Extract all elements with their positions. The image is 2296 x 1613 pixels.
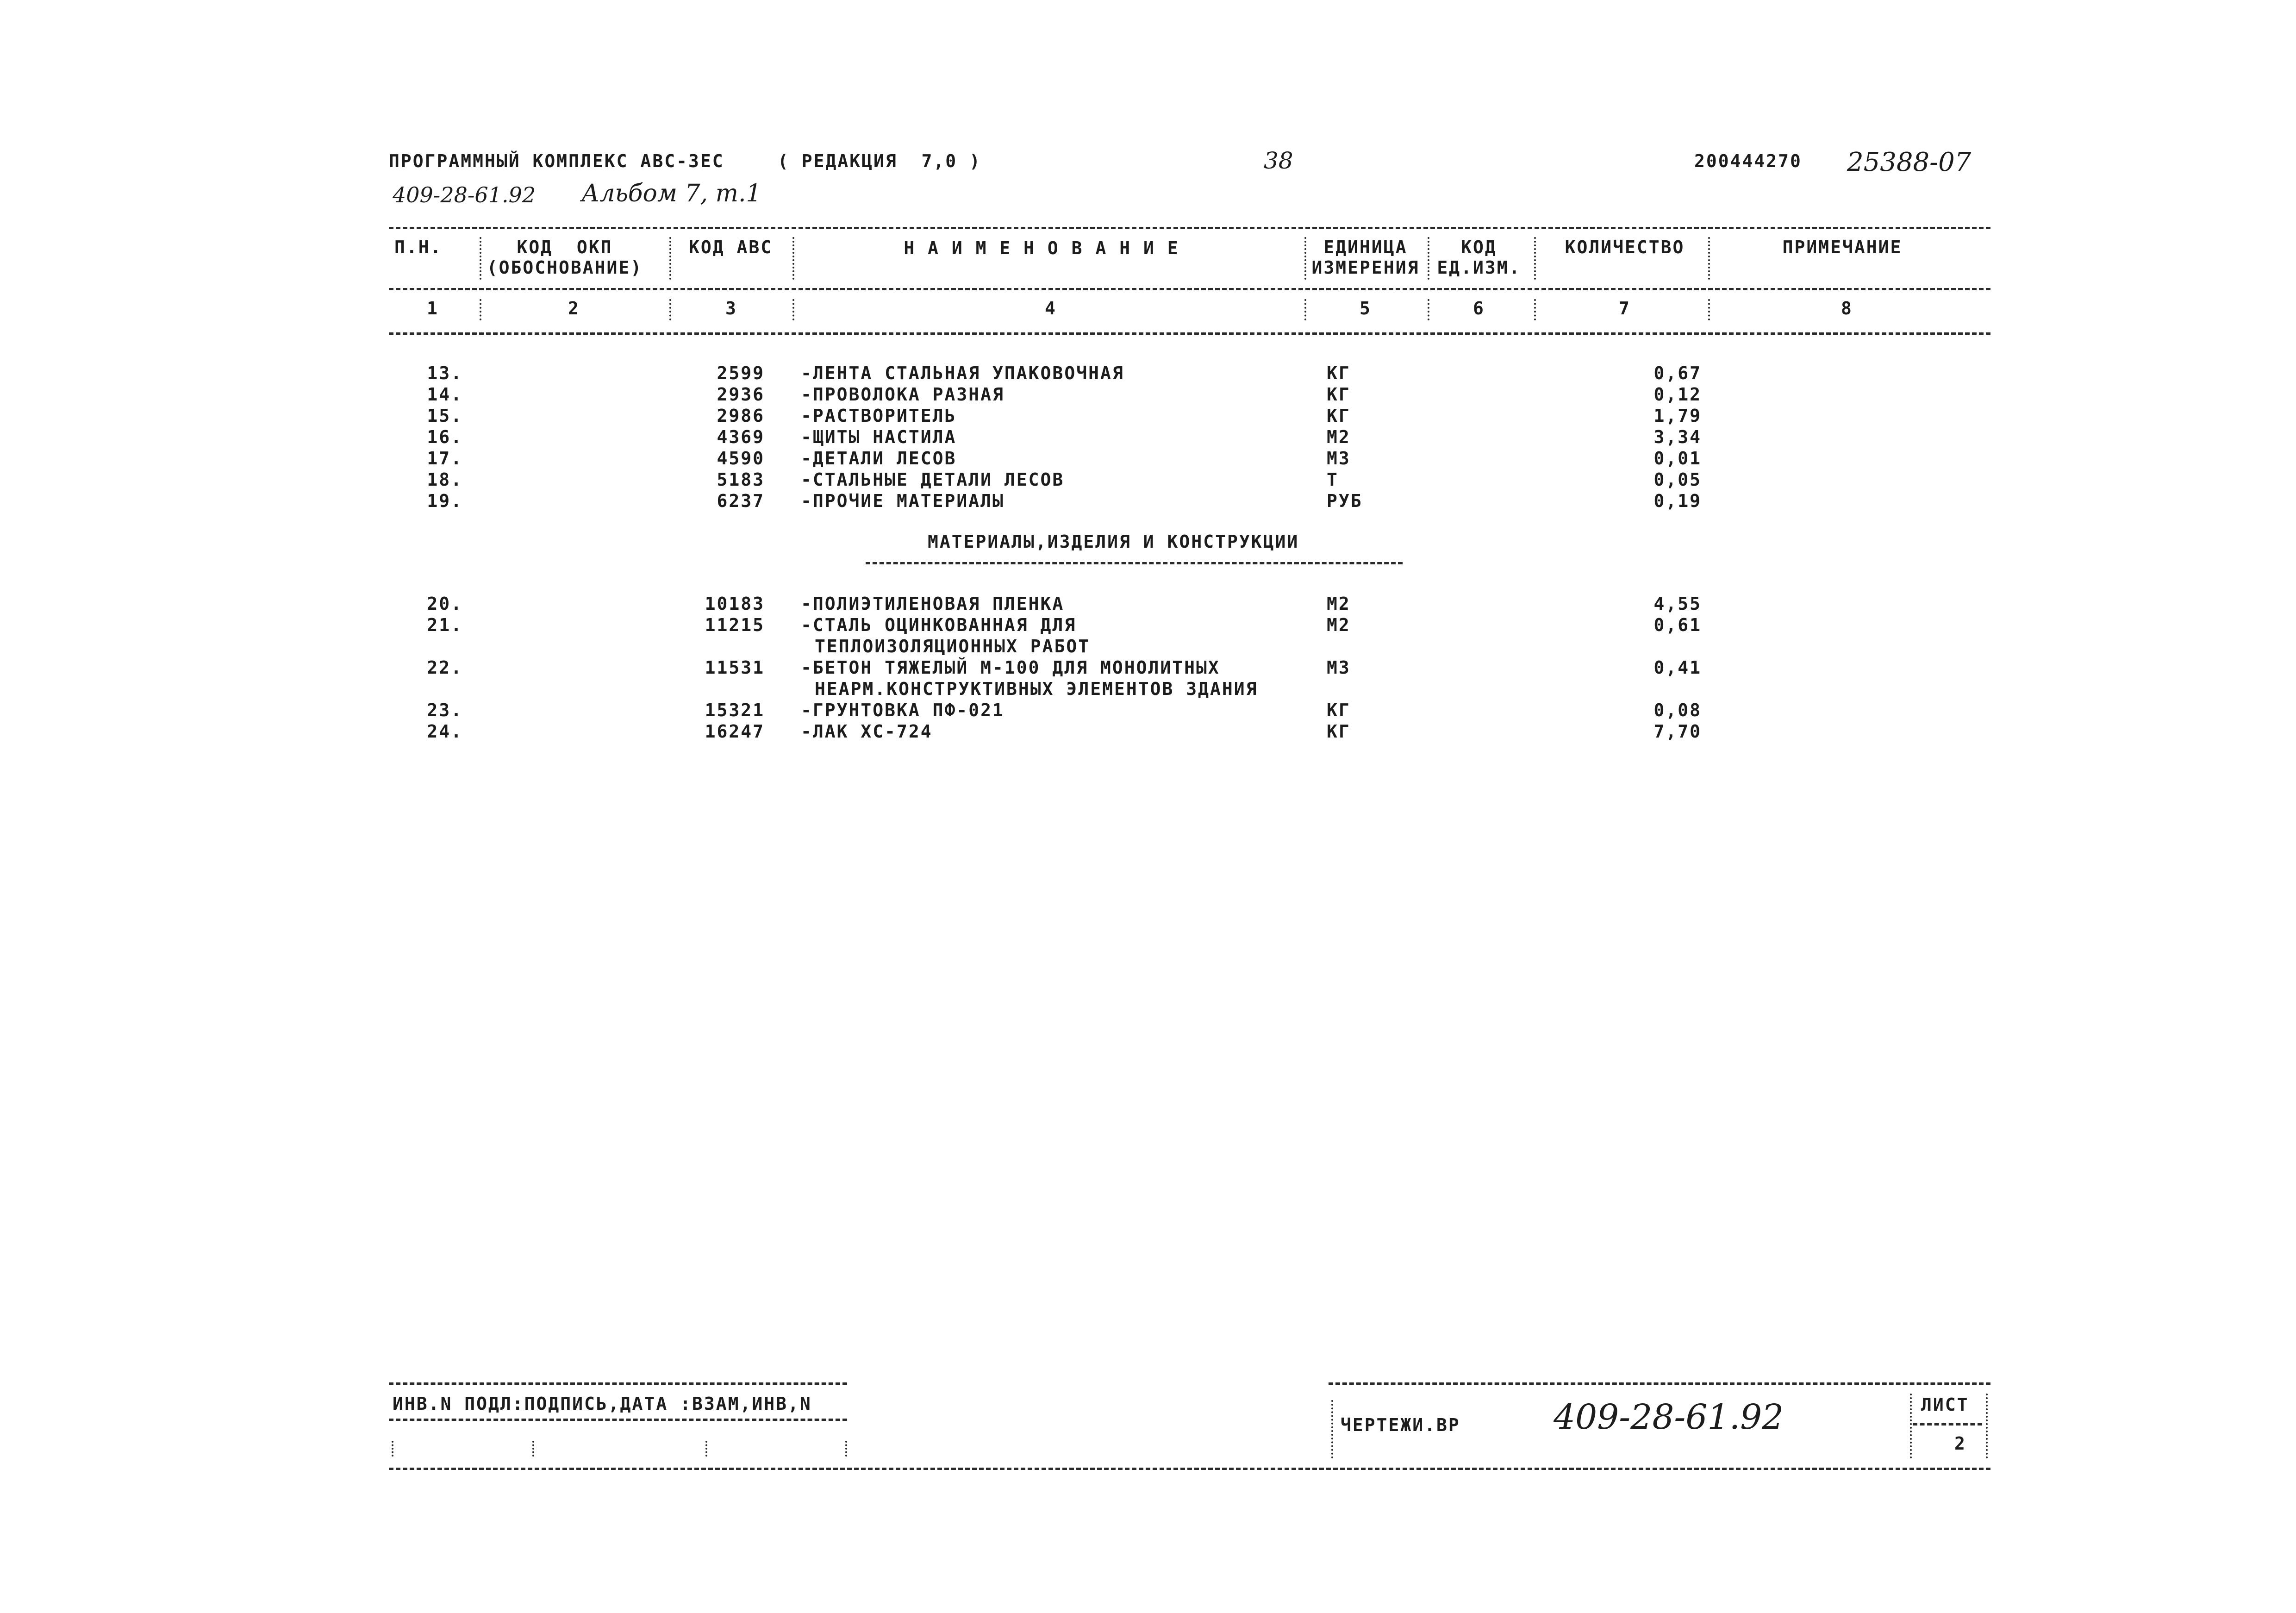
colnum-divider	[480, 299, 481, 320]
header-col2-line2: (ОБОСНОВАНИЕ)	[487, 257, 643, 278]
handwritten-code: 25388-07	[1847, 147, 1972, 177]
row-unit: КГ	[1327, 700, 1351, 720]
row-quantity: 0,12	[1653, 384, 1702, 405]
header-divider	[1534, 237, 1536, 280]
colnum-divider	[792, 299, 794, 320]
row-quantity: 0,67	[1653, 363, 1702, 383]
row-quantity: 0,19	[1653, 491, 1702, 511]
row-unit: КГ	[1327, 363, 1351, 383]
header-col6-line1: КОД	[1461, 237, 1497, 257]
colnum-divider	[669, 299, 671, 320]
row-name-continued: НЕАРМ.КОНСТРУКТИВНЫХ ЭЛЕМЕНТОВ ЗДАНИЯ	[815, 679, 1258, 699]
row-name-continued: ТЕПЛОИЗОЛЯЦИОННЫХ РАБОТ	[815, 636, 1091, 656]
stamp-left-mid-rule	[389, 1419, 847, 1421]
row-name: -РАСТВОРИТЕЛЬ	[801, 406, 957, 426]
row-name: -БЕТОН ТЯЖЕЛЫЙ М-100 ДЛЯ МОНОЛИТНЫХ	[801, 657, 1220, 678]
colnum-divider	[1708, 299, 1710, 320]
header-divider	[1708, 237, 1710, 280]
row-abc-code: 4369	[717, 427, 765, 447]
stamp-bottom-rule	[389, 1468, 1990, 1470]
colnum-divider	[1304, 299, 1306, 320]
stamp-divider	[392, 1441, 393, 1457]
colnum-1: 1	[427, 298, 439, 319]
row-name: -ПОЛИЭТИЛЕНОВАЯ ПЛЕНКА	[801, 594, 1065, 614]
header-col3: КОД АВС	[689, 237, 773, 257]
header-col1: П.Н.	[394, 237, 443, 257]
row-abc-code: 2936	[717, 384, 765, 405]
row-abc-code: 2599	[717, 363, 765, 383]
section-title-underline	[866, 562, 1403, 564]
row-abc-code: 16247	[705, 721, 765, 742]
header-col2-line1: КОД ОКП	[517, 237, 613, 257]
row-quantity: 7,70	[1653, 721, 1702, 742]
stamp-left-top-rule	[389, 1382, 847, 1385]
colnum-divider	[1534, 299, 1536, 320]
row-unit: КГ	[1327, 406, 1351, 426]
table-top-rule	[389, 227, 1990, 229]
header-bottom-rule	[389, 332, 1990, 335]
program-title: ПРОГРАММНЫЙ КОМПЛЕКС АВС-3ЕС	[389, 151, 724, 171]
handwritten-album: Альбом 7, т.1	[581, 180, 761, 207]
header-mid-rule	[389, 288, 1990, 290]
stamp-divider	[1910, 1394, 1912, 1458]
row-name: -СТАЛЬНЫЕ ДЕТАЛИ ЛЕСОВ	[801, 469, 1065, 490]
document-code: 200444270	[1694, 151, 1802, 171]
header-divider	[1304, 237, 1306, 280]
row-number: 23.	[427, 700, 463, 720]
row-quantity: 4,55	[1653, 594, 1702, 614]
section-title: МАТЕРИАЛЫ,ИЗДЕЛИЯ И КОНСТРУКЦИИ	[928, 531, 1299, 552]
row-quantity: 3,34	[1653, 427, 1702, 447]
colnum-divider	[1428, 299, 1429, 320]
stamp-divider	[845, 1441, 847, 1457]
drawings-label: ЧЕРТЕЖИ.ВР	[1341, 1415, 1460, 1435]
row-unit: М2	[1327, 594, 1351, 614]
edition-label: ( РЕДАКЦИЯ 7,0 )	[778, 151, 981, 171]
row-quantity: 0,08	[1653, 700, 1702, 720]
row-name: -ЩИТЫ НАСТИЛА	[801, 427, 957, 447]
row-name: -ПРОВОЛОКА РАЗНАЯ	[801, 384, 1004, 405]
row-abc-code: 2986	[717, 406, 765, 426]
row-quantity: 0,61	[1653, 615, 1702, 635]
row-unit: М2	[1327, 615, 1351, 635]
colnum-7: 7	[1619, 298, 1631, 319]
row-name: -ДЕТАЛИ ЛЕСОВ	[801, 448, 957, 469]
row-abc-code: 4590	[717, 448, 765, 469]
stamp-right-top-rule	[1329, 1382, 1990, 1385]
row-number: 13.	[427, 363, 463, 383]
header-col6-line2: ЕД.ИЗМ.	[1437, 257, 1521, 278]
row-number: 19.	[427, 491, 463, 511]
sheet-label-rule	[1913, 1423, 1982, 1425]
header-col5-line2: ИЗМЕРЕНИЯ	[1311, 257, 1420, 278]
row-name: -ГРУНТОВКА ПФ-021	[801, 700, 1004, 720]
row-unit: М3	[1327, 448, 1351, 469]
header-divider	[669, 237, 671, 280]
sheet-number: 2	[1954, 1433, 1966, 1454]
row-number: 24.	[427, 721, 463, 742]
stamp-divider	[532, 1441, 534, 1457]
row-number: 14.	[427, 384, 463, 405]
colnum-4: 4	[1045, 298, 1057, 319]
header-col8: ПРИМЕЧАНИЕ	[1782, 237, 1903, 257]
colnum-2: 2	[568, 298, 580, 319]
colnum-5: 5	[1360, 298, 1372, 319]
row-unit: КГ	[1327, 384, 1351, 405]
row-name: -ЛАК ХС-724	[801, 721, 933, 742]
header-divider	[792, 237, 794, 280]
row-abc-code: 6237	[717, 491, 765, 511]
page-number: 38	[1264, 147, 1293, 174]
row-unit: КГ	[1327, 721, 1351, 742]
stamp-left-labels: ИНВ.N ПОДЛ:ПОДПИСЬ,ДАТА :ВЗАМ,ИНВ,N	[393, 1394, 812, 1414]
row-number: 16.	[427, 427, 463, 447]
stamp-divider	[1331, 1400, 1333, 1458]
header-col7: КОЛИЧЕСТВО	[1565, 237, 1685, 257]
header-col5-line1: ЕДИНИЦА	[1323, 237, 1408, 257]
row-abc-code: 11531	[705, 657, 765, 678]
row-name: -ПРОЧИЕ МАТЕРИАЛЫ	[801, 491, 1004, 511]
header-divider	[480, 237, 481, 280]
row-quantity: 0,01	[1653, 448, 1702, 469]
row-number: 18.	[427, 469, 463, 490]
colnum-8: 8	[1841, 298, 1853, 319]
row-quantity: 0,41	[1653, 657, 1702, 678]
sheet-label: ЛИСТ	[1921, 1394, 1969, 1415]
row-unit: Т	[1327, 469, 1339, 490]
row-unit: РУБ	[1327, 491, 1363, 511]
row-quantity: 1,79	[1653, 406, 1702, 426]
row-number: 22.	[427, 657, 463, 678]
row-name: -ЛЕНТА СТАЛЬНАЯ УПАКОВОЧНАЯ	[801, 363, 1124, 383]
row-abc-code: 15321	[705, 700, 765, 720]
colnum-6: 6	[1473, 298, 1485, 319]
handwritten-designation: 409-28-61.92	[393, 182, 536, 207]
row-abc-code: 5183	[717, 469, 765, 490]
header-col4: Н А И М Е Н О В А Н И Е	[904, 238, 1179, 258]
row-unit: М2	[1327, 427, 1351, 447]
row-quantity: 0,05	[1653, 469, 1702, 490]
stamp-divider	[705, 1441, 707, 1457]
header-divider	[1428, 237, 1429, 280]
row-number: 20.	[427, 594, 463, 614]
row-unit: М3	[1327, 657, 1351, 678]
footer-handwritten-designation: 409-28-61.92	[1554, 1397, 1784, 1437]
stamp-divider	[1986, 1394, 1988, 1458]
row-number: 17.	[427, 448, 463, 469]
row-number: 15.	[427, 406, 463, 426]
row-abc-code: 11215	[705, 615, 765, 635]
colnum-3: 3	[725, 298, 737, 319]
row-name: -СТАЛЬ ОЦИНКОВАННАЯ ДЛЯ	[801, 615, 1077, 635]
row-abc-code: 10183	[705, 594, 765, 614]
row-number: 21.	[427, 615, 463, 635]
